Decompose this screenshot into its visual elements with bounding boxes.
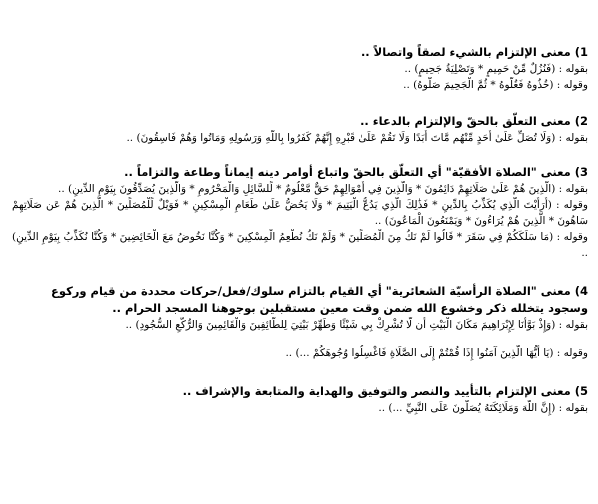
quote-line: وقوله : (يَا أَيُّهَا الَّذِينَ آمَنُوا إِذَا قُمْتُمْ إِلَى الصَّلَاةِ فَاغْسِلُوا وُجُوهَكُمْ ...) .. [285,347,588,359]
section-heading: 1) معنى الإلتزام بالشيء لصقاً واتصالاً .. [360,45,588,59]
section-2 [12,113,588,146]
section-heading: 4) معنى "الصلاة الرأسيّة الشعائرية" أي القيام بالتزام سلوك/فعل/حركات محددة من قيام وركوع وسجود يتخلله ذكر وخشوع الله ضمن وقت معين مستقبلين بوجوهنا المسجد الحرام .. [51,284,588,315]
quote-line: بقوله : (وَلَا تُصَلِّ عَلَىٰ أَحَدٍ مِّنْهُم مَّاتَ أَبَدًا وَلَا تَقُمْ عَلَىٰ قَبْرِهِ إِنَّهُمْ كَفَرُوا بِاللَّهِ وَرَسُولِهِ وَمَاتُوا وَهُمْ فَاسِقُونَ) .. [126,132,588,144]
section-1 [12,44,588,93]
quote-line: بقوله : (الَّذِينَ هُمْ عَلَىٰ صَلَاتِهِمْ دَائِمُونَ * وَالَّذِينَ فِي أَمْوَالِهِمْ حَقٌّ مَّعْلُومٌ * لِّلسَّائِلِ وَالْمَحْرُومِ * وَالَّذِينَ يُصَدِّقُونَ بِيَوْمِ الدِّينِ) .. [58,183,588,195]
quote-line: وقوله : (مَا سَلَكَكُمْ فِي سَقَرَ * قَالُوا لَمْ نَكُ مِنَ الْمُصَلِّينَ * وَلَمْ نَكُ نُطْعِمُ الْمِسْكِينَ * وَكُنَّا نَخُوضُ مَعَ الْخَائِضِينَ * وَكُنَّا نُكَذِّبُ بِيَوْمِ الدِّينِ) .. [12,231,588,259]
section-heading: 5) معنى الإلتزام بالتأييد والنصر والتوفيق والهداية والمتابعة والإشراف .. [182,384,588,398]
spacer [12,333,588,345]
section-5 [12,383,588,416]
section-4 [12,283,588,361]
section-3 [12,164,588,261]
quote-line: بقوله : (وَإِذْ بَوَّأْنَا لِإِبْرَاهِيمَ مَكَانَ الْبَيْتِ أَن لَّا تُشْرِكْ بِي شَيْئًا وَطَهِّرْ بَيْتِيَ لِلطَّائِفِينَ وَالْقَائِمِينَ وَالرُّكَّعِ السُّجُودِ) .. [125,319,588,331]
quote-line: بقوله : (إِنَّ اللَّهَ وَمَلَائِكَتَهُ يُصَلُّونَ عَلَى النَّبِيِّ ...) .. [378,402,588,414]
quote-line: وقوله : (خُذُوهُ فَغُلُّوهُ * ثُمَّ الْجَحِيمَ صَلُّوهُ) .. [403,79,588,91]
section-heading: 2) معنى التعلّق بالحقّ والإلتزام بالدعاء .. [360,114,588,128]
quote-line: بقوله : (فَنُزُلٌ مِّنْ حَمِيمٍ * وَتَصْلِيَةُ جَحِيمٍ) .. [404,63,588,75]
section-heading: 3) معنى "الصلاة الأفقيّة" أي التعلّق بالحقّ واتباع أوامر دينه إيماناً وطاعة والتزاماً .. [124,165,588,179]
quote-line: وقوله : (أَرَأَيْتَ الَّذِي يُكَذِّبُ بِالدِّينِ * فَذَٰلِكَ الَّذِي يَدُعُّ الْيَتِيمَ * وَلَا يَحُضُّ عَلَىٰ طَعَامِ الْمِسْكِينِ * فَوَيْلٌ لِّلْمُصَلِّينَ * الَّذِينَ هُمْ عَن صَلَاتِهِمْ سَاهُونَ * الَّذِينَ هُمْ يُرَاءُونَ * وَيَمْنَعُونَ الْمَاعُونَ) .. [12,199,588,227]
